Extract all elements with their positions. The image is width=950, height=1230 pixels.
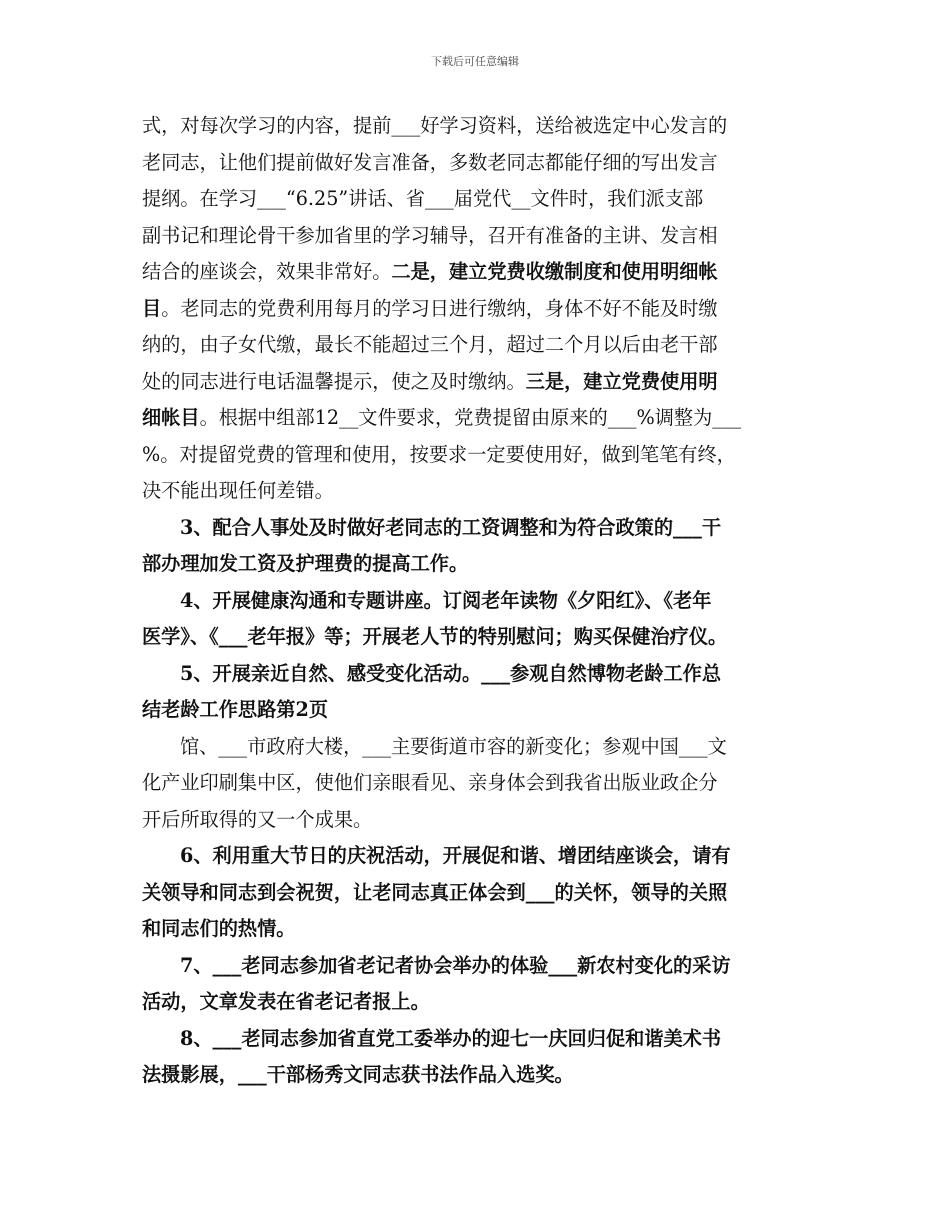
text-line: 开后所取得的又一个成果。: [142, 807, 373, 831]
item-6-line: 6、利用重大节日的庆祝活动，开展促和谐、增团结座谈会，请有: [180, 844, 731, 867]
text-span: 。根据中组部12__文件要求，党费提留由原来的___%调整为___: [199, 406, 742, 429]
item-8-line: 法摄影展，___干部杨秀文同志获书法作品入选奖。: [142, 1063, 574, 1086]
item-7-line: 7、___老同志参加省老记者协会举办的体验___新农村变化的采访: [180, 953, 731, 977]
text-line: 纳的，由子女代缴，最长不能超过三个月，超过二个月以后由老干部: [142, 333, 718, 356]
item-5-line: 结老龄工作思路第2页: [142, 698, 329, 721]
item-6-line: 和同志们的热情。: [142, 917, 296, 940]
text-line: 化产业印刷集中区，使他们亲眼看见、亲身体会到我省出版业政企分: [142, 771, 718, 794]
item-7-line: 活动，文章发表在省老记者报上。: [142, 990, 430, 1013]
bold-heading-span: 目: [142, 296, 162, 320]
item-8-line: 8、___老同志参加省直党工委举办的迎七一庆回归促和谐美术书: [180, 1026, 722, 1050]
text-span: 结合的座谈会，效果非常好。: [142, 260, 392, 283]
text-line: 式，对每次学习的内容，提前___好学习资料，送给被选定中心发言的: [142, 114, 728, 137]
text-line: 馆、___市政府大楼，___主要街道市容的新变化；参观中国___文: [180, 734, 727, 758]
text-line: %。对提留党费的管理和使用，按要求一定要使用好，做到笔笔有终，: [142, 442, 736, 466]
text-span: 。老同志的党费利用每月的学习日进行缴纳，身体不好不能及时缴: [161, 296, 718, 320]
text-span: 处的同志进行电话温馨提示，使之及时缴纳。: [142, 369, 526, 393]
page-header: 下载后可任意编辑: [431, 55, 519, 68]
text-line: 副书记和理论骨干参加省里的学习辅导，召开有准备的主讲、发言相: [142, 223, 718, 247]
text-line: [142, 364, 812, 401]
item-4-line: 4、开展健康沟通和专题讲座。订阅老年读物《夕阳红》、《老年: [180, 588, 712, 612]
text-line: 老同志，让他们提前做好发言准备，多数老同志都能仔细的写出发言: [142, 150, 718, 174]
item-5-line: 5、开展亲近自然、感受变化活动。___参观自然博物老龄工作总: [180, 661, 722, 685]
text-line: [142, 291, 812, 328]
text-line: [142, 254, 812, 291]
text-line: [142, 400, 812, 437]
bold-heading-span: 三是，建立党费使用明: [525, 369, 718, 393]
item-4-line: 医学》、《___老年报》等；开展老人节的特别慰问；购买保健治疗仪。: [142, 625, 728, 648]
text-line: 提纲。在学习___“6.25”讲话、省___届党代__文件时，我们派支部: [142, 187, 704, 210]
document-body: [142, 108, 812, 1094]
item-3-line: 3、配合人事处及时做好老同志的工资调整和为符合政策的___干: [180, 515, 722, 539]
bold-heading-span: 细帐目: [142, 406, 200, 429]
bold-heading-span: 二是，建立党费收缴制度和使用明细帐: [391, 260, 718, 283]
text-line: 决不能出现任何差错。: [142, 479, 334, 502]
item-6-line: 关领导和同志到会祝贺，让老同志真正体会到___的关怀，领导的关照: [142, 880, 728, 904]
item-3-line: 部办理加发工资及护理费的提高工作。: [142, 552, 469, 575]
